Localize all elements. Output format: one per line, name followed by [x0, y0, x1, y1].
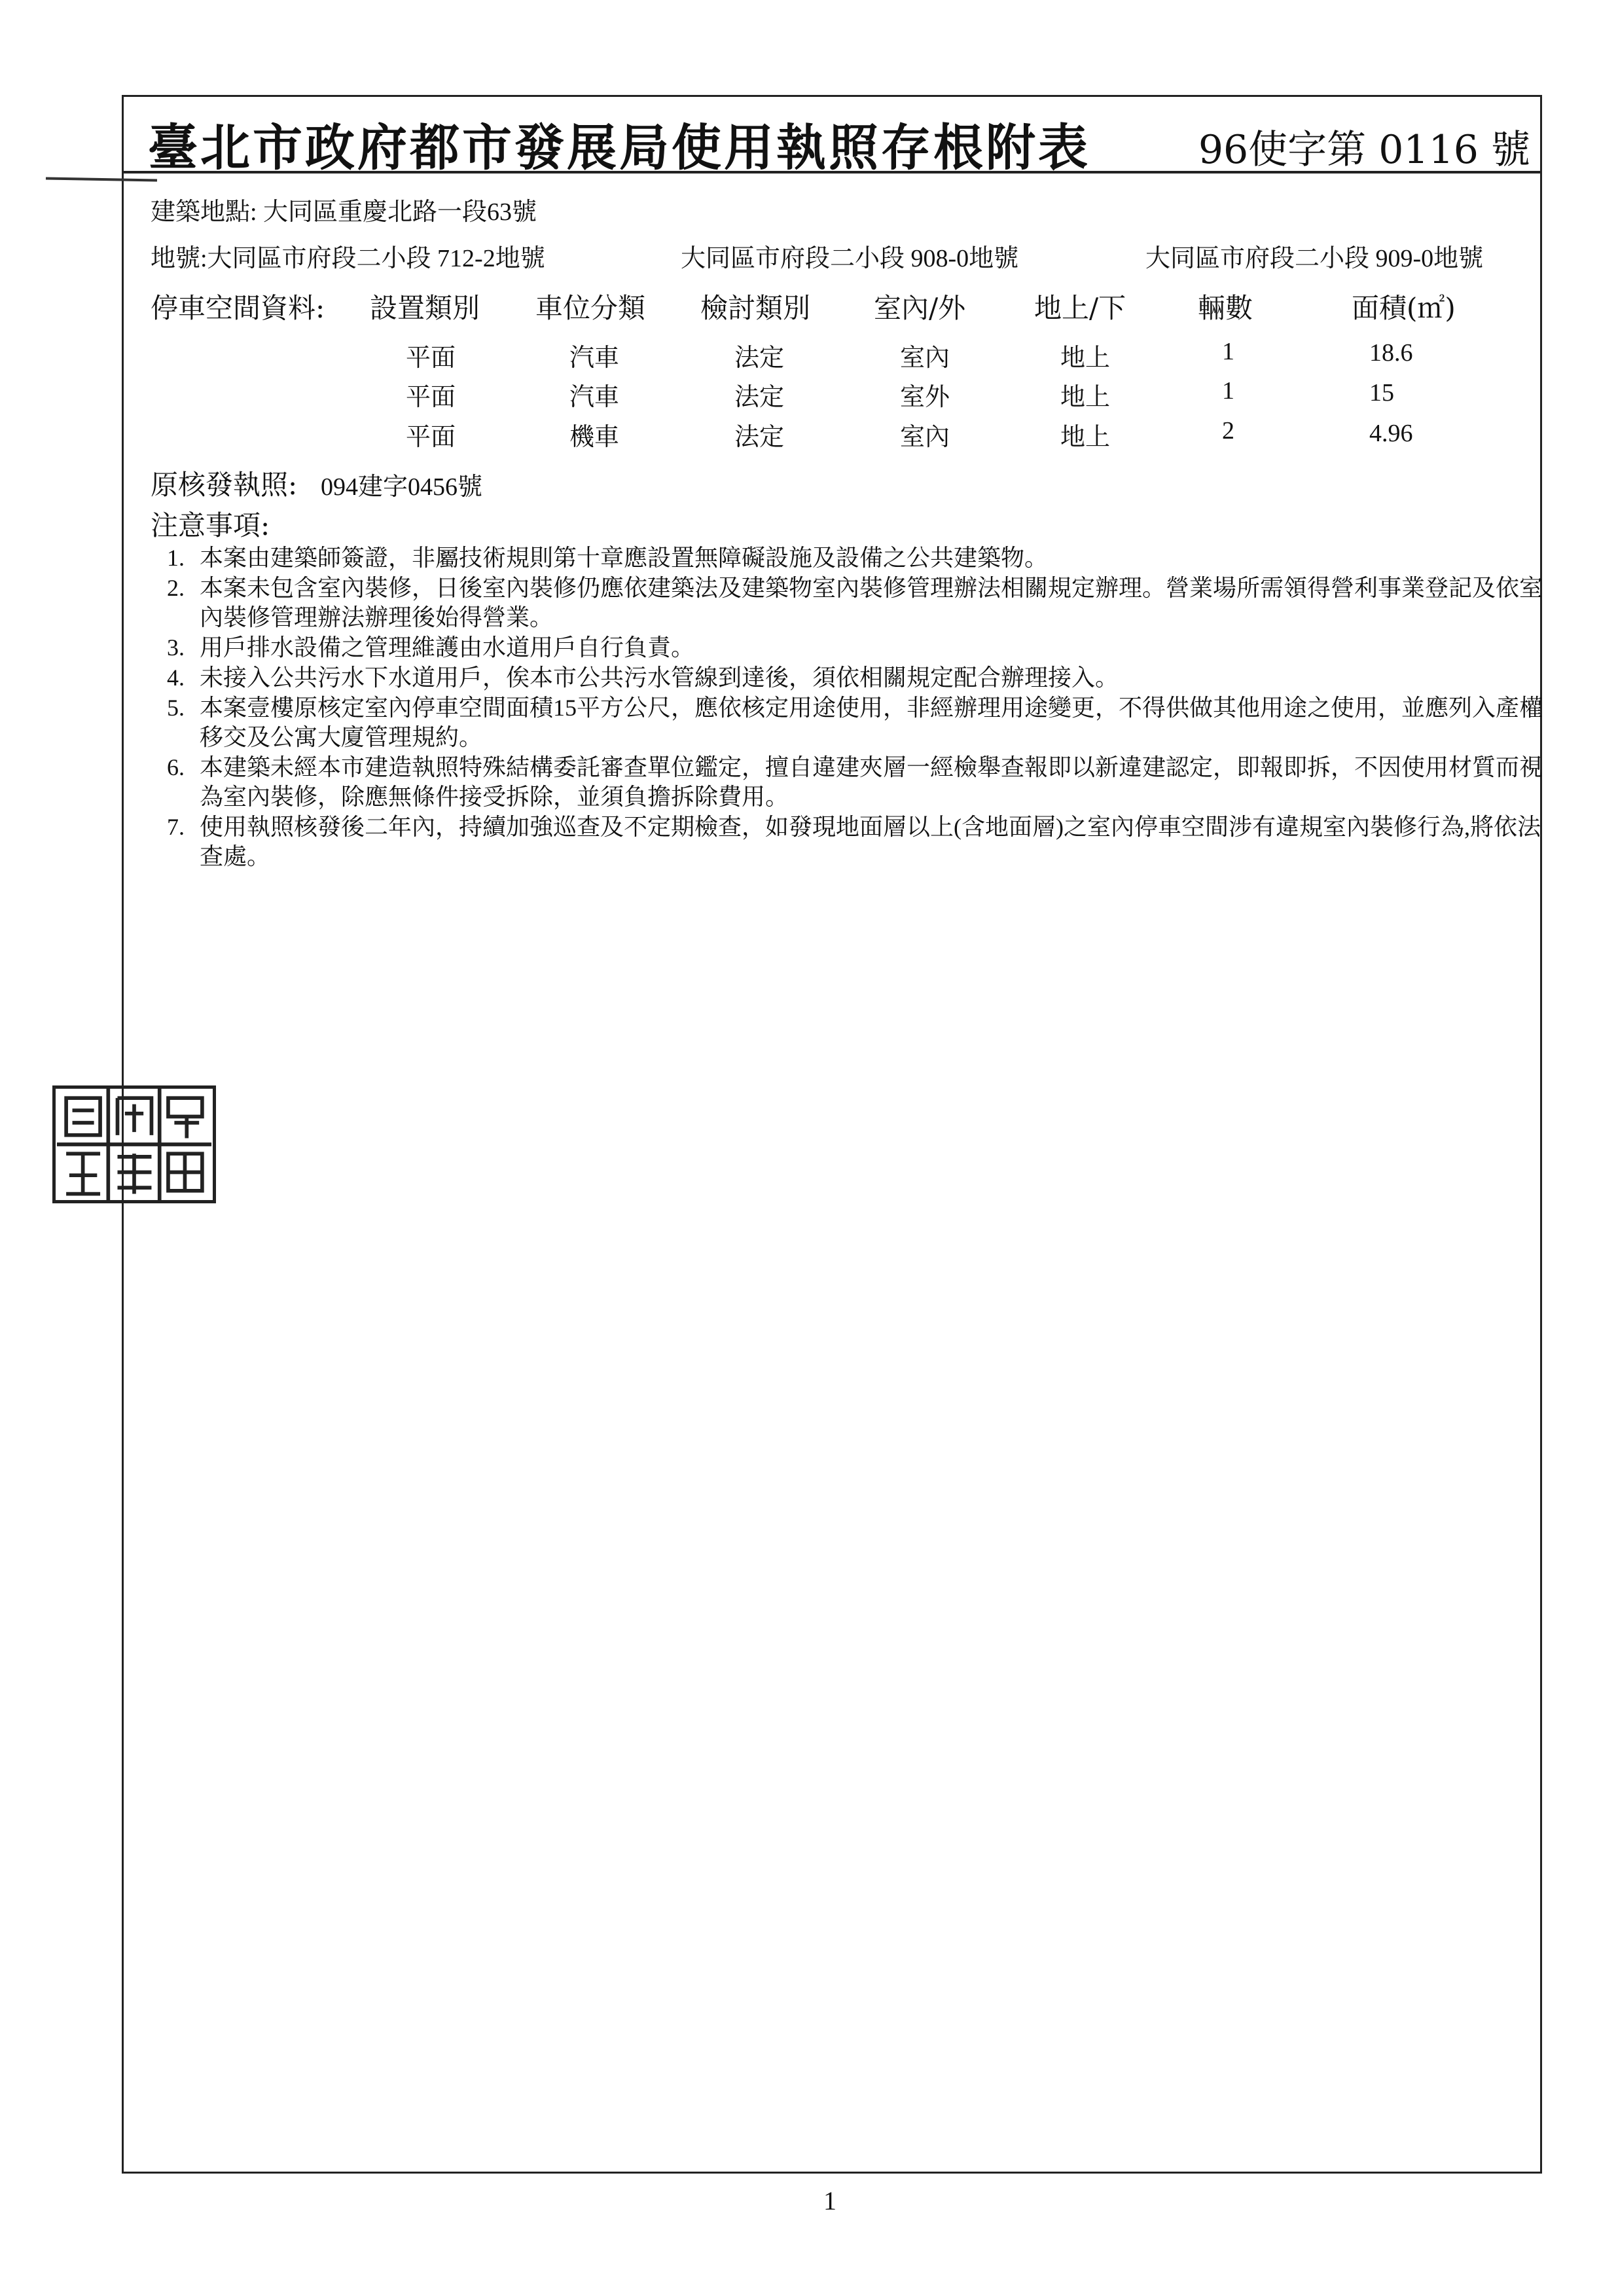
page-number: 1 — [823, 2186, 836, 2215]
parking-header: 地上/下 — [1034, 292, 1126, 324]
official-seal-stamp — [52, 1085, 216, 1203]
lot-number: 大同區市府段二小段 908-0地號 — [681, 245, 1019, 272]
parking-cell: 地上 — [1060, 384, 1111, 411]
parking-cell: 2 — [1222, 417, 1234, 445]
building-address: 建築地點: 大同區重慶北路一段63號 — [151, 198, 537, 226]
note-number: 5. — [167, 695, 185, 721]
parking-cell: 1 — [1222, 377, 1234, 405]
parking-cell: 室內 — [900, 424, 950, 451]
note-number: 3. — [167, 634, 185, 661]
parking-header: 面積(㎡) — [1352, 292, 1456, 324]
parking-cell: 室內 — [900, 344, 950, 372]
notes-heading: 注意事項: — [151, 509, 270, 541]
note-text: 本案壹樓原核定室內停車空間面積15平方公尺，應依核定用途使用，非經辦理用途變更，不得供做其他用途之使用，並應列入產權移交及公寓大廈管理規約。 — [200, 695, 1543, 750]
permit-number: 96使字第 0116 號 — [1198, 127, 1530, 173]
note-item — [167, 812, 1561, 871]
document-title: 臺北市政府都市發展局使用執照存根附表 — [148, 118, 1090, 177]
parking-cell: 室外 — [900, 384, 950, 411]
parking-cell: 機車 — [569, 424, 620, 451]
note-number: 7. — [167, 814, 185, 840]
lot-number: 地號:大同區市府段二小段 712-2地號 — [151, 245, 545, 272]
parking-header: 室內/外 — [874, 292, 966, 324]
parking-cell: 地上 — [1060, 424, 1111, 451]
note-item — [167, 633, 1561, 663]
parking-header: 檢討類別 — [700, 292, 811, 324]
notes-list — [167, 543, 1561, 872]
note-number: 2. — [167, 575, 185, 601]
parking-cell: 18.6 — [1369, 339, 1413, 367]
parking-cell: 平面 — [406, 344, 456, 372]
parking-cell: 法定 — [734, 424, 785, 451]
original-permit-label: 原核發執照: — [151, 469, 298, 501]
parking-header: 設置類別 — [370, 292, 480, 324]
parking-cell: 15 — [1369, 379, 1394, 407]
note-text: 使用執照核發後二年內，持續加強巡查及不定期檢查，如發現地面層以上(含地面層)之室內停車空間涉有違規室內裝修行為,將依法查處。 — [200, 814, 1541, 869]
note-number: 4. — [167, 665, 185, 691]
note-item — [167, 574, 1561, 632]
original-permit-value: 094建字0456號 — [321, 473, 483, 501]
note-item — [167, 693, 1561, 752]
title-bar — [122, 95, 1542, 177]
parking-cell: 汽車 — [569, 384, 620, 411]
seal-icon — [56, 1089, 213, 1200]
note-item — [167, 663, 1561, 693]
parking-cell: 4.96 — [1369, 420, 1413, 447]
note-text: 本案未包含室內裝修，日後室內裝修仍應依建築法及建築物室內裝修管理辦法相關規定辦理。營業場所需領得營利事業登記及依室內裝修管理辦法辦理後始得營業。 — [200, 575, 1543, 630]
parking-label: 停車空間資料: — [151, 292, 325, 324]
parking-cell: 地上 — [1060, 344, 1111, 372]
parking-cell: 平面 — [406, 424, 456, 451]
note-number: 6. — [167, 754, 185, 780]
parking-header: 輛數 — [1198, 292, 1253, 324]
note-text: 未接入公共污水下水道用戶，俟本市公共污水管線到達後，須依相關規定配合辦理接入。 — [200, 665, 1119, 691]
note-item — [167, 543, 1561, 573]
lot-number: 大同區市府段二小段 909-0地號 — [1145, 245, 1484, 272]
note-text: 本案由建築師簽證，非屬技術規則第十章應設置無障礙設施及設備之公共建築物。 — [200, 545, 1049, 571]
parking-cell: 法定 — [734, 344, 785, 372]
parking-cell: 法定 — [734, 384, 785, 411]
note-item — [167, 753, 1561, 812]
parking-cell: 平面 — [406, 384, 456, 411]
note-number: 1. — [167, 545, 185, 571]
parking-cell: 汽車 — [569, 344, 620, 372]
parking-cell: 1 — [1222, 338, 1234, 365]
note-text: 本建築未經本市建造執照特殊結構委託審查單位鑑定，擅自違建夾層一經檢舉查報即以新違建認定，即報即拆，不因使用材質而視為室內裝修，除應無條件接受拆除，並須負擔拆除費用。 — [200, 754, 1543, 810]
document-frame — [122, 95, 1542, 2174]
parking-header: 車位分類 — [535, 292, 646, 324]
note-text: 用戶排水設備之管理維護由水道用戶自行負責。 — [200, 634, 695, 661]
